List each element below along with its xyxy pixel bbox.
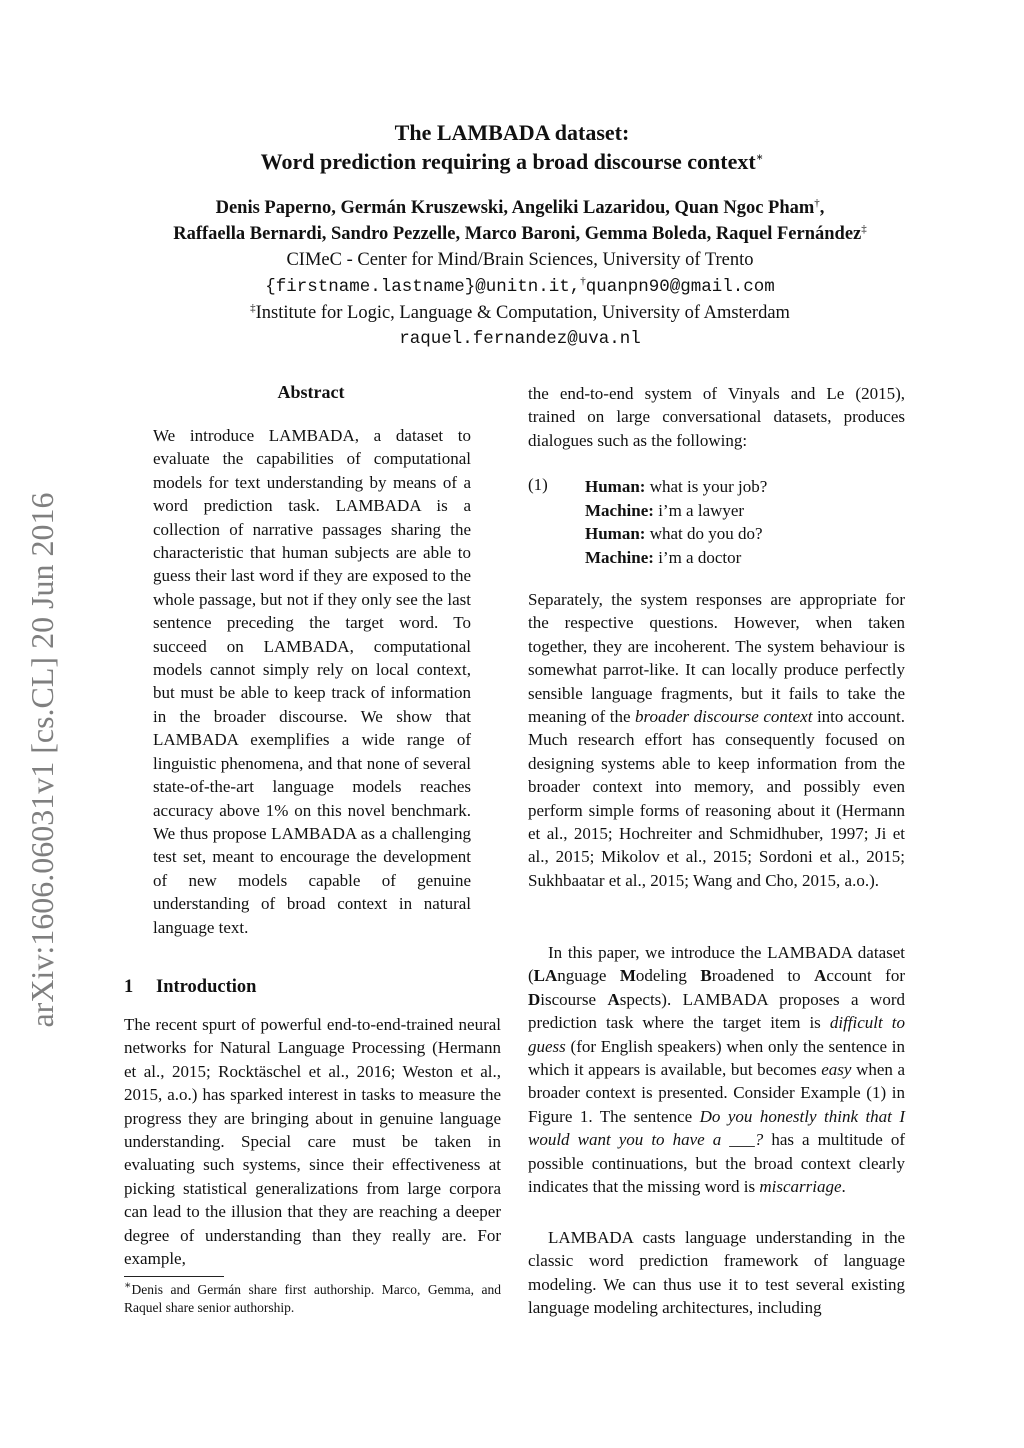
acronym-rest: ccount for (826, 966, 905, 986)
acronym-bold: A (607, 989, 620, 1009)
p2-text-a: Separately, the system responses are appropriate for the respective questions. However, when taken together, they are incoherent. The system behaviour is somewhat parrot-like. It can locally produce perfectly sensible language fragments, but it fails to take the meaning of the (528, 590, 905, 727)
section-heading-introduction (124, 977, 256, 998)
acronym-bold: B (700, 966, 712, 986)
acronym-rest: odeling (635, 966, 701, 986)
title-line-2 (0, 147, 1024, 176)
dialogue-text: i’m a lawyer (658, 500, 745, 520)
section-title: Introduction (156, 977, 257, 997)
p3-text-d: when a broader context is presented. Consider Example (1) in Figure 1. The sentence (528, 1060, 906, 1126)
dialogue-speaker: Human: (585, 477, 646, 496)
author-names-1: Denis Paperno, Germán Kruszewski, Angeliki Lazaridou, Quan Ngoc Pham (215, 198, 815, 218)
footnote-rule (124, 1276, 224, 1277)
dialogue-line (585, 475, 767, 499)
author-line-1-end: , (819, 198, 825, 218)
author-mark-2: ‡ (861, 222, 867, 235)
acronym-rest: iscourse (540, 989, 608, 1009)
example-number: (1) (528, 475, 548, 494)
dialogue-speaker: Machine: (585, 500, 654, 520)
p3-text-e: has a multitude of possible continuations, but the broad context clearly indicates that the missing word is (528, 1130, 906, 1197)
author-line-2 (0, 221, 1024, 247)
title-line-2-text: Word prediction requiring a broad discourse context (260, 149, 756, 174)
email-mark: † (580, 274, 586, 287)
arxiv-stamp: arXiv:1606.06031v1 [cs.CL] 20 Jun 2016 (24, 492, 60, 1028)
dialogue-speaker: Machine: (585, 547, 654, 567)
abstract-heading: Abstract (277, 382, 345, 402)
right-paragraph-1: the end-to-end system of Vinyals and Le (2015), trained on large conversational datasets, produces dialogues such as the following: (528, 384, 905, 450)
affiliation-1: CIMeC - Center for Mind/Brain Sciences, University of Trento (286, 250, 754, 270)
p2-emphasis: broader discourse context (635, 707, 813, 727)
p3-emphasis-3: Do you honestly think that I would want you to have a ___? (528, 1106, 906, 1150)
author-line-1 (0, 195, 1024, 221)
right-paragraph-4: LAMBADA casts language understanding in the classic word prediction framework of language modeling. We can thus use it to test several existing language modeling architectures, including (528, 1228, 905, 1318)
intro-paragraph-1: The recent spurt of powerful end-to-end-trained neural networks for Natural Language Processing (Hermann et al., 2015; Rocktäschel et al., 2016; Weston et al., 2015, a.o.) has sparked interest in tasks to measure the progress they are bringing about in genuine language understanding. Special care must be taken in evaluating such systems, since their effectiveness at picking statistical generalizations from large corpora can lead to the illusion that they are reaching a deeper degree of understanding than they really are. For example, (124, 1015, 501, 1269)
p2-text-b: into account. Much research effort has consequently focused on designing systems able to keep information from the broader context into memory, and possibly even perform simple forms of reasoning about it (Hermann et al., 2015; Hochreiter and Schmidhuber, 1997; Ji et al., 2015; Mikolov et al., 2015; Sordoni et al., 2015; Sukhbaatar et al., 2015; Wang and Cho, 2015, a.o.). (528, 707, 906, 890)
author-block (0, 195, 1024, 352)
acronym-bold: LA (533, 966, 558, 986)
p3-text-b: ). LAMBADA proposes a word prediction task where the target item is (528, 989, 906, 1033)
dialogue-example (585, 475, 767, 569)
email-1a: {firstname.lastname}@unitn.it, (265, 277, 581, 297)
acronym-rest: roadened to (711, 966, 815, 986)
title-footnote-mark: ∗ (755, 151, 764, 164)
section-number: 1 (124, 977, 134, 997)
footnote-mark: ∗ (124, 1279, 132, 1292)
affiliation-2-mark: ‡ (250, 301, 256, 314)
dialogue-text: i’m a doctor (658, 547, 742, 567)
dialogue-line (585, 522, 767, 546)
dialogue-line (585, 499, 767, 523)
title-line-1: The LAMBADA dataset: (394, 120, 630, 145)
p3-text-c: (for English speakers) when only the sentence in which it appears is available, but becomes (528, 1036, 906, 1080)
affiliation-2 (0, 300, 1024, 326)
acronym-bold: M (619, 966, 636, 986)
p3-text-a: In this paper, we introduce the LAMBADA dataset ( (528, 943, 905, 986)
p3-emphasis-4: miscarriage (759, 1177, 842, 1197)
acronym-rest: spects (619, 989, 662, 1009)
footnote (124, 1281, 501, 1317)
paper-title (0, 118, 1024, 176)
affiliation-2-text: Institute for Logic, Language & Computation, University of Amsterdam (255, 303, 790, 323)
footnote-text: Denis and Germán share first authorship. Marco, Gemma, and Raquel share senior authorship. (124, 1282, 501, 1315)
acronym-bold: A (814, 966, 827, 986)
abstract-text: We introduce LAMBADA, a dataset to evaluate the capabilities of computational models for text understanding by means of a word prediction task. LAMBADA is a collection of narrative passages sharing the characteristic that human subjects are able to guess their last word if they are exposed to the whole passage, but not if they only see the last sentence preceding the target word. To succeed on LAMBADA, computational models cannot simply rely on local context, but must be able to keep track of information in the broader discourse. We show that LAMBADA exemplifies a wide range of linguistic phenomena, and that none of several state-of-the-art language models reaches accuracy above 1% on this novel benchmark. We thus propose LAMBADA as a challenging test set, meant to encourage the development of new models capable of genuine understanding of broad context in natural language text. (153, 426, 471, 937)
p3-emphasis-1: difficult to guess (528, 1013, 905, 1056)
email-1b: quanpn90@gmail.com (585, 277, 775, 297)
dialogue-text: what is your job? (649, 477, 768, 496)
dialogue-line (585, 546, 767, 570)
dialogue-text: what do you do? (649, 524, 763, 543)
right-paragraph-3 (528, 941, 905, 1198)
dialogue-speaker: Human: (585, 524, 646, 543)
right-paragraph-2 (528, 588, 905, 892)
author-mark-1: † (814, 196, 820, 209)
email-line-2: raquel.fernandez@uva.nl (399, 329, 641, 349)
author-names-2: Raffaella Bernardi, Sandro Pezzelle, Marco Baroni, Gemma Boleda, Raquel Fernández (173, 224, 862, 244)
p3-emphasis-2: easy (821, 1060, 852, 1080)
acronym-rest: nguage (557, 966, 620, 986)
p3-text-f: . (841, 1177, 846, 1197)
acronym-bold: D (528, 989, 541, 1009)
email-line-1 (0, 273, 1024, 300)
